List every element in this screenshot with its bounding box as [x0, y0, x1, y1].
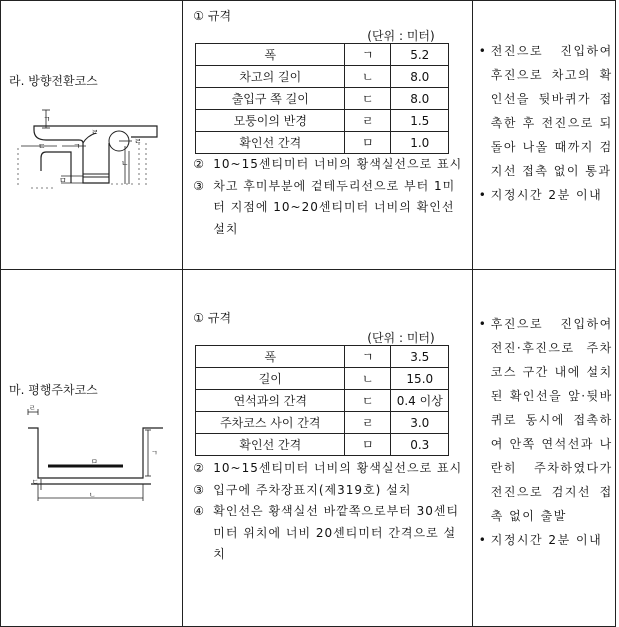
spec-value: 0.4 이상 — [391, 390, 449, 412]
spec-value: 8.0 — [391, 88, 449, 110]
figure-label-e: ㅁ — [91, 458, 98, 466]
bullet: • — [478, 533, 486, 547]
condition-item — [479, 528, 613, 552]
parallel-parking-course-diagram — [1, 400, 183, 510]
figure-label-c: ㄷ — [32, 478, 39, 486]
spec-symbol: ㄹ — [345, 412, 391, 434]
spec-name: 연석과의 간격 — [196, 390, 345, 412]
spec-value: 15.0 — [391, 368, 449, 390]
table-row — [196, 368, 449, 390]
spec-value: 8.0 — [391, 66, 449, 88]
note-item — [193, 480, 465, 502]
spec-table — [195, 345, 449, 456]
spec-notes — [193, 154, 465, 240]
spec-value: 5.2 — [391, 44, 449, 66]
table-row — [1, 1, 616, 270]
figure-label-b: ㄴ — [89, 491, 96, 499]
note-item — [193, 501, 465, 566]
note-number: ④ — [193, 504, 205, 518]
spec-name: 모퉁이의 반경 — [196, 110, 345, 132]
figure-label-d2: ㄹ — [134, 137, 142, 146]
spec-symbol: ㅁ — [345, 434, 391, 456]
figure-label-a2: ㄱ — [73, 142, 81, 151]
spec-symbol: ㄱ — [345, 346, 391, 368]
bullet: • — [478, 317, 486, 331]
spec-name: 주차코스 사이 간격 — [196, 412, 345, 434]
figure-label-b: ㄴ — [121, 159, 129, 168]
condition-item — [479, 312, 613, 528]
spec-symbol: ㄹ — [345, 110, 391, 132]
spec-symbol: ㄷ — [345, 390, 391, 412]
spec-name: 길이 — [196, 368, 345, 390]
spec-cell — [183, 270, 472, 627]
table-row — [196, 412, 449, 434]
condition-cell — [472, 270, 615, 627]
figure-label-c: ㄷ — [38, 142, 46, 151]
course-title: 마. 평행주차코스 — [9, 383, 98, 397]
condition-text: 지정시간 2분 이내 — [490, 188, 603, 202]
note-number: ③ — [193, 178, 205, 193]
note-number: ③ — [193, 482, 205, 497]
unit-label: (단위 : 미터) — [367, 29, 435, 43]
spec-name: 확인선 간격 — [196, 434, 345, 456]
condition-item — [479, 39, 613, 183]
condition-cell — [472, 1, 615, 270]
spec-name: 폭 — [196, 346, 345, 368]
table-row — [196, 346, 449, 368]
bullet: • — [478, 44, 486, 58]
note-item — [193, 458, 465, 480]
spec-name: 차고의 길이 — [196, 66, 345, 88]
direction-change-course-diagram — [1, 96, 183, 196]
figure-label-a: ㄱ — [151, 449, 158, 457]
table-row — [196, 390, 449, 412]
spec-name: 확인선 간격 — [196, 132, 345, 154]
note-item — [193, 176, 465, 241]
spec-name: 폭 — [196, 44, 345, 66]
spec-value: 3.0 — [391, 412, 449, 434]
condition-text: 후진으로 진입하여 전진·후진으로 주차코스 구간 내에 설치된 확인선을 앞·뒷바퀴로 동시에 접촉하여 안쪽 연석선과 나란히 주차하였다가 전진으로 검지선 접촉 없이 출발 — [490, 317, 613, 523]
table-row — [196, 66, 449, 88]
note-number: ② — [193, 157, 205, 171]
unit-label: (단위 : 미터) — [367, 331, 435, 345]
note-text: 차고 후미부분에 겉테두리선으로 부터 1미터 지점에 10~20센티미터 너비의 확인선 설치 — [213, 178, 456, 236]
table-row — [196, 132, 449, 154]
condition-item — [479, 183, 613, 207]
spec-value: 3.5 — [391, 346, 449, 368]
note-item — [193, 154, 465, 176]
course-title: 라. 방향전환코스 — [9, 74, 98, 88]
note-number: ② — [193, 461, 205, 475]
note-text: 10~15센티미터 너비의 황색실선으로 표시 — [213, 157, 463, 171]
note-text: 입구에 주차장표지(제319호) 설치 — [213, 482, 412, 497]
spec-value: 1.0 — [391, 132, 449, 154]
figure-label-e: ㅁ — [59, 176, 67, 185]
pass-conditions — [479, 39, 613, 207]
spec-symbol: ㄱ — [345, 44, 391, 66]
table-row — [196, 88, 449, 110]
condition-text: 지정시간 2분 이내 — [490, 533, 603, 547]
course-cell — [1, 270, 183, 627]
spec-symbol: ㄴ — [345, 66, 391, 88]
note-text: 10~15센티미터 너비의 황색실선으로 표시 — [213, 461, 463, 475]
condition-text: 전진으로 진입하여 후진으로 차고의 확인선을 뒷바퀴가 접촉한 후 전진으로 되돌아 나올 때까지 검지선 접촉 없이 통과 — [490, 44, 613, 178]
pass-conditions — [479, 312, 613, 552]
bullet: • — [478, 188, 486, 202]
spec-heading: ① 규격 — [193, 9, 232, 23]
table-row — [196, 434, 449, 456]
spec-notes — [193, 458, 465, 566]
spec-name: 출입구 쪽 길이 — [196, 88, 345, 110]
spec-symbol: ㄴ — [345, 368, 391, 390]
table-row — [1, 270, 616, 627]
spec-table — [195, 43, 449, 154]
figure-label-d: ㄹ — [91, 128, 99, 137]
note-text: 확인선은 황색실선 바깥쪽으로부터 30센티미터 위치에 너비 20센티미터 간격으로 설치 — [213, 504, 460, 561]
course-cell — [1, 1, 183, 270]
table-row — [196, 110, 449, 132]
spec-cell — [183, 1, 472, 270]
table-row — [196, 44, 449, 66]
spec-value: 1.5 — [391, 110, 449, 132]
figure-label-d: ㄹ — [29, 404, 36, 412]
spec-symbol: ㅁ — [345, 132, 391, 154]
figure-label-a: ㄱ — [43, 115, 51, 124]
spec-symbol: ㄷ — [345, 88, 391, 110]
spec-value: 0.3 — [391, 434, 449, 456]
spec-heading: ① 규격 — [193, 311, 232, 325]
